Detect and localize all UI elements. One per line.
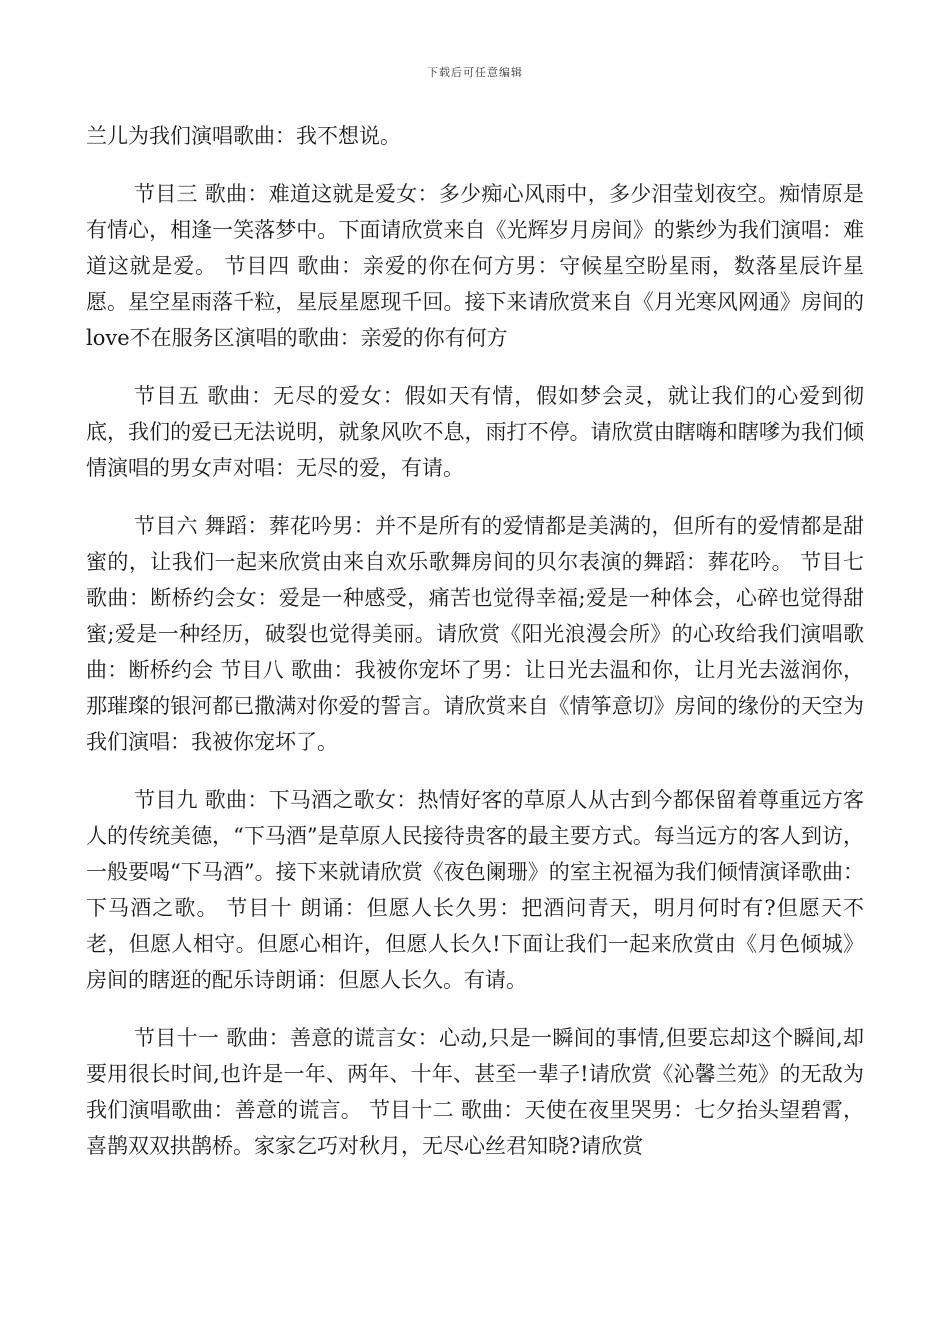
paragraph-2: 节目三 歌曲：难道这就是爱女：多少痴心风雨中，多少泪莹划夜空。痴情原是有情心，相逢一笑落梦中。下面请欣赏来自《光辉岁月房间》的紫纱为我们演唱：难道这就是爱。 节目四 歌曲：亲爱的你在何方男：守候星空盼星雨，数落星辰许星愿。星空星雨落千粒，星辰星愿现千回。接下来请欣赏来自《月光寒风网通》房间的love不在服务区演唱的歌曲：亲爱的你有何方 (86, 182, 864, 350)
paragraph-4: 节目六 舞蹈：葬花吟男：并不是所有的爱情都是美满的，但所有的爱情都是甜蜜的，让我们一起来欣赏由来自欢乐歌舞房间的贝尔表演的舞蹈：葬花吟。 节目七 歌曲：断桥约会女：爱是一种感受，痛苦也觉得幸福;爱是一种体会，心碎也觉得甜蜜;爱是一种经历，破裂也觉得美丽。请欣赏《阳光浪漫会所》的心玫给我们演唱歌曲：断桥约会 节目八 歌曲：我被你宠坏了男：让日光去温和你，让月光去滋润你，那璀璨的银河都已撒满对你爱的誓言。请欣赏来自《情筝意切》房间的缘份的天空为我们演唱：我被你宠坏了。 (86, 514, 864, 754)
page-header: 下载后可任意编辑 (427, 66, 523, 79)
paragraph-1: 兰儿为我们演唱歌曲：我不想说。 (86, 124, 401, 148)
paragraph-3: 节目五 歌曲：无尽的爱女：假如天有情，假如梦会灵，就让我们的心爱到彻底，我们的爱已无法说明，就象风吹不息，雨打不停。请欣赏由瞎嗨和瞎嗲为我们倾情演唱的男女声对唱：无尽的爱，有请。 (86, 384, 864, 480)
paragraph-5: 节目九 歌曲：下马酒之歌女：热情好客的草原人从古到今都保留着尊重远方客人的传统美德，“下马酒”是草原人民接待贵客的最主要方式。每当远方的客人到访，一般要喝“下马酒”。接下来就请欣赏《夜色阑珊》的室主祝福为我们倾情演译歌曲：下马酒之歌。 节目十 朗诵：但愿人长久男：把酒问青天，明月何时有?但愿天不老，但愿人相守。但愿心相许，但愿人长久!下面让我们一起来欣赏由《月色倾城》房间的瞎逛的配乐诗朗诵：但愿人长久。有请。 (86, 788, 864, 992)
paragraph-6: 节目十一 歌曲：善意的谎言女：心动,只是一瞬间的事情,但要忘却这个瞬间,却要用很长时间,也许是一年、两年、十年、甚至一辈子!请欣赏《沁馨兰苑》的无敌为我们演唱歌曲：善意的谎言。 节目十二 歌曲：天使在夜里哭男：七夕抬头望碧霄，喜鹊双双拱鹊桥。家家乞巧对秋月，无尽心丝君知晓?请欣赏 (86, 1026, 864, 1158)
document-body (86, 118, 864, 1164)
